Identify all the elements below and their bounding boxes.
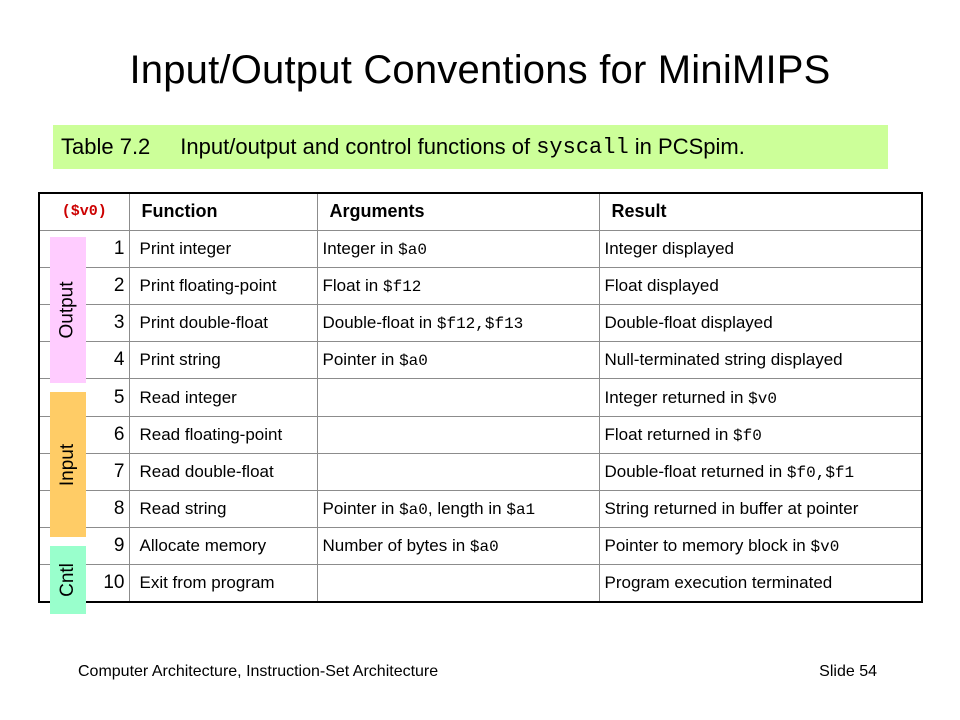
function-cell: Read string: [129, 491, 317, 528]
result-text: Integer displayed: [604, 238, 734, 258]
arguments-text: Float in: [322, 275, 379, 295]
slide-title: Input/Output Conventions for MiniMIPS: [129, 48, 831, 92]
cntl-group-tab: [50, 546, 86, 614]
function-cell: Exit from program: [129, 565, 317, 602]
result-register: $f0: [733, 426, 762, 445]
arguments-cell: [317, 267, 599, 304]
function-cell: Print double-float: [129, 305, 317, 342]
result-cell: [599, 416, 922, 453]
result-text: Program execution terminated: [604, 573, 833, 593]
result-cell: [599, 565, 922, 602]
header-result: Result: [599, 193, 922, 230]
header-arguments: Arguments: [317, 193, 599, 230]
arguments-cell: [317, 453, 599, 490]
table-row: [39, 565, 922, 602]
result-text: Float displayed: [604, 275, 719, 295]
function-cell: Print string: [129, 342, 317, 379]
arguments-cell: [317, 416, 599, 453]
syscall-number: 1: [39, 230, 129, 267]
arguments-text: Integer in: [322, 238, 394, 258]
arguments-cell: [317, 491, 599, 528]
arguments-register: $a0: [469, 538, 499, 557]
function-cell: Read floating-point: [129, 416, 317, 453]
input-group-label: Input: [57, 443, 79, 486]
syscall-number: 3: [39, 305, 129, 342]
table-caption: [53, 125, 888, 169]
footer-slide-number: Slide 54: [819, 663, 877, 680]
result-register: $v0: [810, 538, 840, 557]
cntl-group-label: Cntl: [56, 563, 78, 597]
arguments-register: $f12,$f13: [436, 315, 524, 334]
arguments-text-2: , length in: [427, 499, 502, 519]
table-row: [39, 342, 922, 379]
syscall-number: 4: [39, 342, 129, 379]
result-cell: [599, 379, 922, 416]
result-cell: [599, 528, 922, 565]
result-cell: [599, 267, 922, 304]
arguments-register: $a0: [399, 501, 428, 520]
table-row: [39, 416, 922, 453]
result-cell: [599, 342, 922, 379]
footer-course: Computer Architecture, Instruction-Set Architecture: [78, 663, 439, 680]
table-row: [39, 379, 922, 416]
result-cell: [599, 305, 922, 342]
arguments-text: Number of bytes in: [322, 536, 466, 556]
arguments-register: $a0: [398, 240, 427, 259]
caption-text-before: Input/output and control functions of: [180, 134, 531, 159]
result-text: String returned in buffer at pointer: [604, 499, 859, 519]
table-row: [39, 491, 922, 528]
arguments-text: Double-float in: [322, 313, 433, 333]
result-text: Pointer to memory block in: [604, 536, 806, 556]
syscall-number: 10: [39, 565, 129, 602]
caption-code: syscall: [536, 134, 629, 160]
arguments-cell: [317, 528, 599, 565]
result-cell: [599, 491, 922, 528]
arguments-cell: [317, 230, 599, 267]
table-row: [39, 230, 922, 267]
result-text: Double-float returned in: [604, 461, 783, 481]
result-register: $v0: [748, 389, 777, 408]
result-cell: [599, 230, 922, 267]
function-cell: Print floating-point: [129, 267, 317, 304]
function-cell: Allocate memory: [129, 528, 317, 565]
result-register: $f0,$f1: [786, 463, 855, 482]
arguments-register: $a0: [399, 352, 428, 371]
arguments-register-2: $a1: [506, 501, 536, 520]
output-group-tab: [50, 237, 86, 383]
header-v0: ($v0): [39, 193, 129, 230]
syscall-number: 6: [39, 416, 129, 453]
result-text: Integer returned in: [604, 387, 744, 407]
arguments-cell: [317, 305, 599, 342]
result-text: Float returned in: [604, 424, 729, 444]
arguments-text: Pointer in: [322, 350, 395, 370]
arguments-register: $f12: [382, 277, 422, 296]
arguments-cell: [317, 342, 599, 379]
caption-text-after: in PCSpim.: [634, 134, 745, 159]
syscall-table: [38, 192, 923, 603]
arguments-text: Pointer in: [322, 499, 395, 519]
table-header-row: [39, 193, 922, 230]
syscall-number: 8: [39, 491, 129, 528]
table-row: [39, 267, 922, 304]
function-cell: Read double-float: [129, 453, 317, 490]
arguments-cell: [317, 565, 599, 602]
function-cell: Print integer: [129, 230, 317, 267]
caption-label: Table 7.2: [61, 134, 151, 159]
syscall-number: 9: [39, 528, 129, 565]
arguments-cell: [317, 379, 599, 416]
table-row: [39, 528, 922, 565]
syscall-number: 5: [39, 379, 129, 416]
output-group-label: Output: [57, 281, 79, 339]
header-function: Function: [129, 193, 317, 230]
function-cell: Read integer: [129, 379, 317, 416]
syscall-number: 2: [39, 267, 129, 304]
input-group-tab: [50, 392, 86, 537]
syscall-number: 7: [39, 453, 129, 490]
table-row: [39, 305, 922, 342]
table-row: [39, 453, 922, 490]
result-text: Null-terminated string displayed: [604, 350, 843, 370]
result-cell: [599, 453, 922, 490]
result-text: Double-float displayed: [604, 313, 773, 333]
